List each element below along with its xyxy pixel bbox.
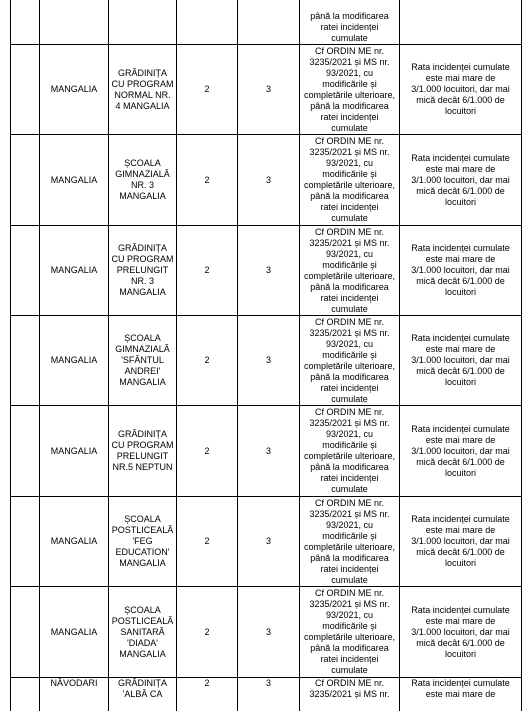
- val1-text: 2: [204, 355, 210, 365]
- cell-unitate: [109, 0, 177, 45]
- cell-ordin: [300, 135, 400, 226]
- unitate-text: ȘCOALA POSTLICEALĂ 'FEG EDUCATION' MANGALIA: [111, 514, 174, 568]
- cell-val2: [238, 406, 300, 497]
- cell-val1: [177, 678, 238, 711]
- cell-localitate: [40, 135, 109, 226]
- cell-unitate: [109, 135, 177, 226]
- rata-text: Rata incidenței cumulate este mai mare de 3/1.000 locuitori, dar mai mică decât 6/1.000 de locuitori: [411, 423, 510, 478]
- localitate-text: MANGALIA: [50, 84, 98, 94]
- cell-index: [11, 135, 40, 226]
- cell-ordin: [300, 406, 400, 497]
- val2-text: 3: [265, 626, 271, 637]
- unitate-text: ȘCOALA GIMNAZIALĂ NR. 3 MANGALIA: [115, 158, 170, 201]
- cell-index: [11, 0, 40, 45]
- cell-localitate: [40, 406, 109, 497]
- cell-index: [11, 45, 40, 135]
- unitate-text: GRĂDINIȚA CU PROGRAM NORMAL NR. 4 MANGALIA: [111, 67, 174, 111]
- cell-ordin: [300, 316, 400, 406]
- cell-localitate: [40, 497, 109, 587]
- val1-text: 2: [204, 84, 210, 94]
- val2-text: 3: [265, 265, 271, 275]
- cell-val1: [177, 45, 238, 135]
- val1-text: 2: [204, 174, 210, 185]
- rata-text: Rata incidenței cumulate este mai mare de 3/1.000 locuitori, dar mai mică decât 6/1.000 de locuitori: [411, 243, 510, 297]
- rata-text: Rata incidenței cumulate este mai mare de 3/1.000 locuitori, dar mai mică decât 6/1.000 de locuitori: [411, 152, 510, 207]
- localitate-text: NĂVODARI: [50, 678, 98, 688]
- unitate-text: ȘCOALA GIMNAZIALĂ 'SFÂNTUL ANDREI' MANGALIA: [115, 333, 170, 387]
- table-body: [11, 0, 522, 711]
- cell-rata: [400, 678, 522, 711]
- table-row: [11, 587, 522, 678]
- rata-text: Rata incidenței cumulate este mai mare de 3/1.000 locuitori, dar mai mică decât 6/1.000 de locuitori: [411, 604, 510, 659]
- cell-rata: [400, 226, 522, 316]
- cell-localitate: [40, 678, 109, 711]
- val2-text: 3: [265, 84, 271, 94]
- cell-index: [11, 587, 40, 678]
- cell-val2: [238, 45, 300, 135]
- unitate-text: GRĂDINIȚA 'ALBĂ CA: [117, 678, 167, 699]
- table-row: [11, 135, 522, 226]
- localitate-text: MANGALIA: [50, 355, 98, 365]
- cell-localitate: [40, 226, 109, 316]
- ordin-text: până la modificarea ratei incidenței cumulate: [310, 11, 389, 43]
- table-row-fragment-bottom: [11, 678, 522, 711]
- cell-rata: [400, 0, 522, 45]
- unitate-text: GRĂDINIȚA CU PROGRAM PRELUNGIT NR.5 NEPTUN: [111, 429, 174, 472]
- localitate-text: MANGALIA: [50, 265, 98, 275]
- cell-localitate: [40, 587, 109, 678]
- ordin-text: Cf ORDIN ME nr. 3235/2021 și MS nr.: [309, 678, 390, 699]
- table-row: [11, 406, 522, 497]
- ordin-text: Cf ORDIN ME nr. 3235/2021 și MS nr. 93/2021, cu modificările și completările ulterioare, până la modificarea ratei incidenței cumulate: [303, 588, 396, 675]
- table-row: [11, 226, 522, 316]
- val2-text: 3: [265, 445, 271, 456]
- cell-unitate: [109, 226, 177, 316]
- val2-text: 3: [265, 678, 271, 688]
- cell-unitate: [109, 45, 177, 135]
- cell-val2: [238, 678, 300, 711]
- val1-text: 2: [204, 445, 210, 456]
- cell-index: [11, 226, 40, 316]
- cell-localitate: [40, 316, 109, 406]
- cell-index: [11, 497, 40, 587]
- val1-text: 2: [204, 626, 210, 637]
- cell-val2: [238, 497, 300, 587]
- cell-ordin: [300, 226, 400, 316]
- rata-text: Rata incidenței cumulate este mai mare de 3/1.000 locuitori, dar mai mică decât 6/1.000 de locuitori: [411, 514, 510, 568]
- cell-ordin: [300, 497, 400, 587]
- cell-rata: [400, 316, 522, 406]
- ordin-text: Cf ORDIN ME nr. 3235/2021 și MS nr. 93/2021, cu modificările și completările ulterioare, până la modificarea ratei incidenței cumulate: [303, 316, 396, 404]
- cell-ordin: [300, 587, 400, 678]
- cell-val2: [238, 135, 300, 226]
- cell-val1: [177, 0, 238, 45]
- localitate-text: MANGALIA: [50, 626, 98, 637]
- cell-unitate: [109, 678, 177, 711]
- ordin-text: Cf ORDIN ME nr. 3235/2021 și MS nr. 93/2021, cu modificările și completările ulterioare, până la modificarea ratei incidenței cumulate: [303, 45, 396, 133]
- cell-val1: [177, 135, 238, 226]
- cell-rata: [400, 406, 522, 497]
- unitate-text: GRĂDINIȚA CU PROGRAM PRELUNGIT NR. 3 MANGALIA: [111, 243, 174, 297]
- table-row-fragment-top: [11, 0, 522, 45]
- localitate-text: MANGALIA: [50, 536, 98, 546]
- cell-val1: [177, 406, 238, 497]
- cell-val2: [238, 587, 300, 678]
- cell-val1: [177, 226, 238, 316]
- ordin-text: Cf ORDIN ME nr. 3235/2021 și MS nr. 93/2021, cu modificările și completările ulterioare, până la modificarea ratei incidenței cumulate: [303, 226, 396, 314]
- rata-text: Rata incidenței cumulate este mai mare de 3/1.000 locuitori, dar mai mică decât 6/1.000 de locuitori: [411, 333, 510, 387]
- cell-val2: [238, 316, 300, 406]
- val1-text: 2: [204, 265, 210, 275]
- cell-val1: [177, 316, 238, 406]
- ordin-text: Cf ORDIN ME nr. 3235/2021 și MS nr. 93/2021, cu modificările și completările ulterioare, până la modificarea ratei incidenței cumulate: [303, 497, 396, 585]
- cell-rata: [400, 135, 522, 226]
- cell-val1: [177, 587, 238, 678]
- cell-index: [11, 316, 40, 406]
- localitate-text: MANGALIA: [50, 174, 98, 185]
- cell-val2: [238, 226, 300, 316]
- table-row: [11, 497, 522, 587]
- rata-text: Rata incidenței cumulate este mai mare de 3/1.000 locuitori, dar mai mică decât 6/1.000 de locuitori: [411, 62, 510, 116]
- val1-text: 2: [204, 536, 210, 546]
- cell-rata: [400, 587, 522, 678]
- cell-unitate: [109, 316, 177, 406]
- cell-index: [11, 678, 40, 711]
- cell-unitate: [109, 587, 177, 678]
- val1-text: 2: [204, 678, 210, 688]
- ordin-text: Cf ORDIN ME nr. 3235/2021 și MS nr. 93/2021, cu modificările și completările ulterioare, până la modificarea ratei incidenței cumulate: [303, 407, 396, 494]
- cell-val2: [238, 0, 300, 45]
- localitate-text: MANGALIA: [50, 445, 98, 456]
- cell-index: [11, 406, 40, 497]
- ordin-text: Cf ORDIN ME nr. 3235/2021 și MS nr. 93/2021, cu modificările și completările ulterioare, până la modificarea ratei incidenței cumulate: [303, 136, 396, 223]
- cell-unitate: [109, 406, 177, 497]
- cell-ordin: [300, 0, 400, 45]
- rata-text: Rata incidenței cumulate este mai mare de: [411, 678, 510, 699]
- schools-table: [10, 0, 522, 711]
- table-row: [11, 45, 522, 135]
- cell-val1: [177, 497, 238, 587]
- val2-text: 3: [265, 355, 271, 365]
- cell-localitate: [40, 0, 109, 45]
- cell-rata: [400, 497, 522, 587]
- cell-ordin: [300, 678, 400, 711]
- cell-ordin: [300, 45, 400, 135]
- cell-localitate: [40, 45, 109, 135]
- unitate-text: ȘCOALA POSTLICEALĂ SANITARĂ 'DIADA' MANGALIA: [111, 604, 174, 659]
- cell-unitate: [109, 497, 177, 587]
- cell-rata: [400, 45, 522, 135]
- table-row: [11, 316, 522, 406]
- val2-text: 3: [265, 536, 271, 546]
- val2-text: 3: [265, 174, 271, 185]
